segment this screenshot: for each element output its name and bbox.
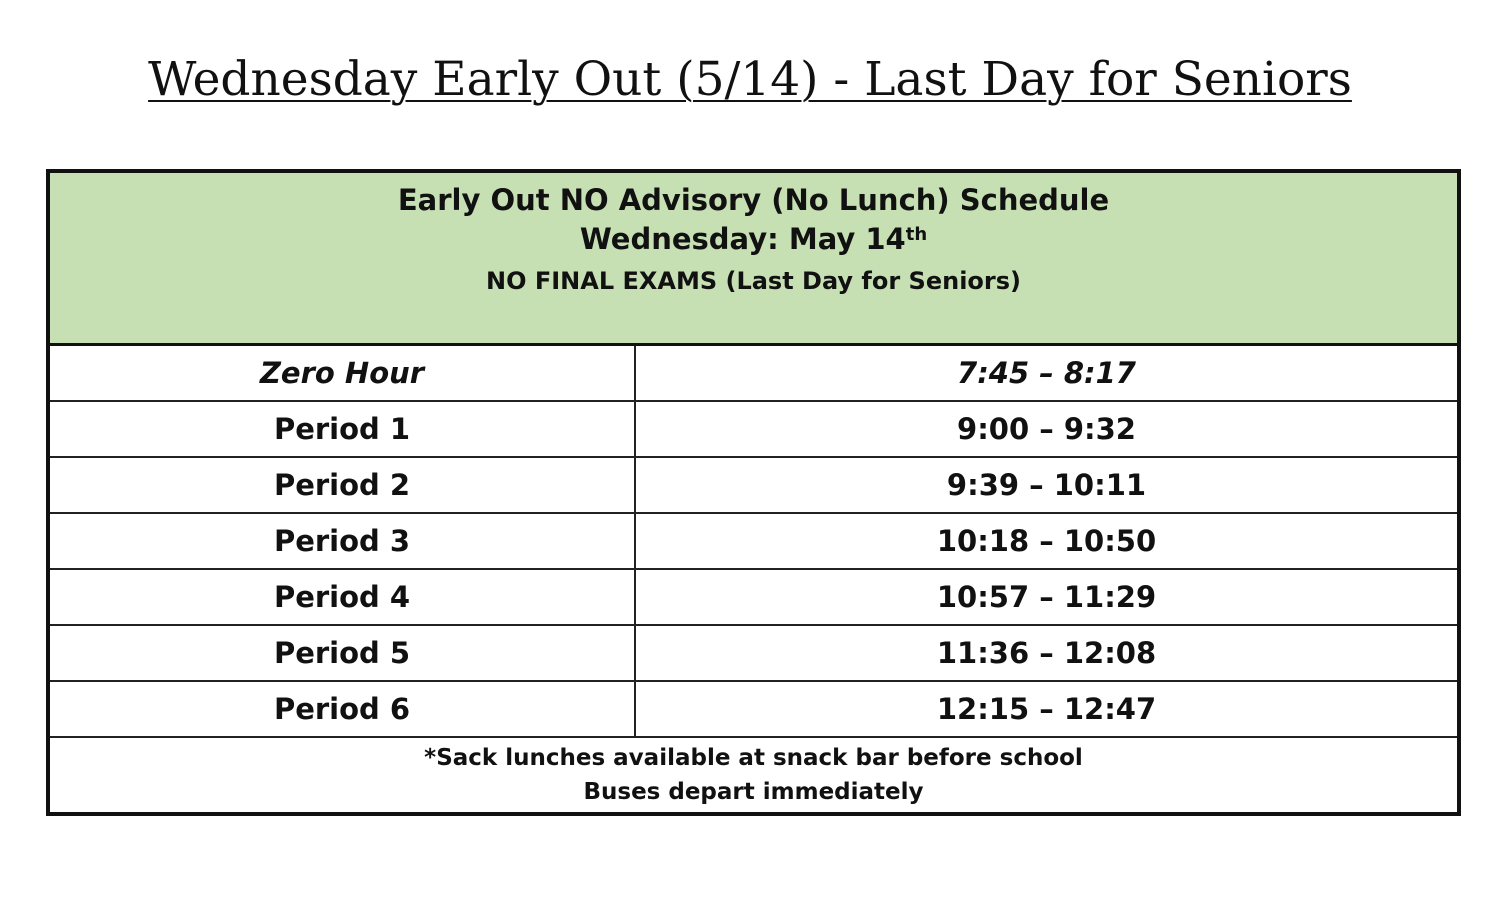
schedule-table <box>46 169 1461 816</box>
period-name: Zero Hour <box>48 345 635 402</box>
period-time: 12:15 – 12:47 <box>635 681 1459 737</box>
schedule-note: NO FINAL EXAMS (Last Day for Seniors) <box>486 267 1021 295</box>
period-name: Period 5 <box>48 625 635 681</box>
period-time: 9:39 – 10:11 <box>635 457 1459 513</box>
page-title-text: Wednesday Early Out (5/14) - Last Day for Seniors <box>148 52 1352 107</box>
table-row <box>48 625 1459 681</box>
schedule-header-cell <box>48 171 1459 345</box>
schedule-date-suffix: th <box>905 224 928 245</box>
schedule-header-row <box>48 171 1459 345</box>
period-name: Period 4 <box>48 569 635 625</box>
table-row <box>48 681 1459 737</box>
table-row <box>48 569 1459 625</box>
schedule-footer-cell <box>48 737 1459 814</box>
schedule-footer-row <box>48 737 1459 814</box>
schedule-date <box>50 217 1457 261</box>
period-name: Period 1 <box>48 401 635 457</box>
footer-note-lunch: *Sack lunches available at snack bar before school <box>424 745 1083 771</box>
table-row <box>48 457 1459 513</box>
period-time: 9:00 – 9:32 <box>635 401 1459 457</box>
period-time: 11:36 – 12:08 <box>635 625 1459 681</box>
page-title <box>0 48 1500 112</box>
table-row <box>48 401 1459 457</box>
table-row <box>48 513 1459 569</box>
schedule-date-text: Wednesday: May 14 <box>579 222 906 256</box>
schedule-name: Early Out NO Advisory (No Lunch) Schedule <box>397 183 1110 217</box>
footer-note-buses: Buses depart immediately <box>583 779 924 805</box>
period-time: 10:57 – 11:29 <box>635 569 1459 625</box>
period-time: 7:45 – 8:17 <box>635 345 1459 402</box>
period-name: Period 3 <box>48 513 635 569</box>
period-name: Period 2 <box>48 457 635 513</box>
table-row <box>48 345 1459 402</box>
period-name: Period 6 <box>48 681 635 737</box>
period-time: 10:18 – 10:50 <box>635 513 1459 569</box>
